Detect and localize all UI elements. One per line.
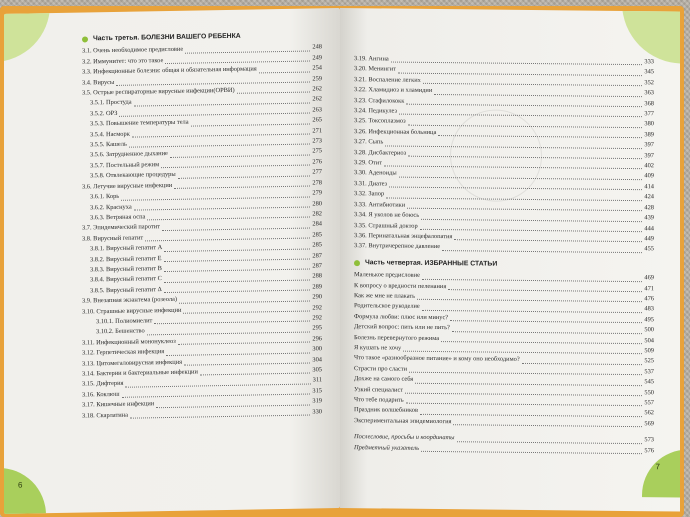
toc-entry-page: 271 [312,126,322,135]
toc-entry-page: 249 [312,54,322,62]
toc-entry-page: 311 [312,376,322,384]
toc-entry-title: 3.5. Острые респираторные вирусные инфекции(ОРВИ) [82,86,235,97]
toc-entry-title: 3.8.2. Вирусный гепатит Е [90,254,162,263]
toc-entry-page: 262 [312,85,322,93]
toc-entry-title: 3.5.1. Простуда [90,99,132,107]
toc-entry-page: 288 [312,272,322,280]
toc-entry-page: 402 [644,162,654,170]
toc-entry-title: Дохже на самого себя [354,375,414,383]
toc-entry-title: 3.8. Вирусный гепатит [82,234,144,243]
toc-entry-page: 500 [644,326,654,334]
leaf-decoration-top-left [4,8,50,62]
toc-entry-title: 3.30. Аденоиды [354,169,397,178]
toc-entry-title: 3.5.5. Кашель [90,140,127,149]
toc-entry-title: 3.1. Очень необходимое предисловие [82,46,184,55]
toc-entry-page: 368 [644,99,654,107]
toc-entry-page: 576 [644,446,654,454]
toc-entry-title: 3.4. Вирусы [82,78,115,87]
toc-entry-title: 3.8.1. Вирусный гепатит А [90,244,163,253]
toc-entry-title: 3.2. Иммунитет: что это такое [82,56,164,66]
toc-entry-title: 3.7. Эпидемический паротит [82,223,160,232]
toc-entry-title: Экспериментальная эпидемиология [354,416,452,425]
toc-entry-page: 471 [644,284,654,292]
toc-entry-page: 363 [644,89,654,97]
leader-dots [522,363,643,365]
toc-entries-right-top [354,54,654,255]
toc-entry-title: 3.10.1. Полиомиелит [96,317,153,326]
section-heading-text: Часть четвертая. ИЗБРАННЫЕ СТАТЬИ [365,258,498,268]
leader-dots [421,451,642,454]
bullet-icon [354,260,360,266]
toc-entry-title: 3.22. Хламидиоз и хламидии [354,86,433,95]
toc-entry-page: 562 [644,409,654,417]
toc-entry-page: 304 [312,355,322,364]
toc-entry-title: Послесловие, просьбы и координаты [354,433,455,442]
toc-entry-title: Узкий специалист [354,385,404,394]
toc-entry-title: 3.21. Воспаление легких [354,75,421,84]
toc-entry-title: 3.17. Кишечные инфекции [82,400,155,409]
toc-entry-title: 3.18. Скарлатина [82,411,128,420]
toc-entry-title: 3.32. Запор [354,190,385,198]
bullet-icon [82,37,88,43]
toc-entry-title: 3.14. Бактерии и бактериальные инфекции [82,368,198,378]
toc-entry-title: 3.37. Внутричерепное давление [354,242,441,251]
toc-entry-title: 3.6. Летучие вирусные инфекции [82,181,173,191]
toc-entry-page: 285 [312,241,322,249]
toc-entry-title: Я кушать не хочу [354,344,402,352]
toc-entry-title: 3.5.2. ОРЗ [90,109,118,118]
toc-entry-page: 285 [312,231,322,239]
toc-entry-page: 397 [644,151,654,159]
toc-right [354,54,654,456]
toc-entry-page: 330 [312,407,322,416]
toc-entry-page: 483 [644,305,654,313]
toc-entry-page: 409 [644,172,654,180]
toc-entry-page: 495 [644,315,654,324]
toc-entry-page: 573 [644,436,654,444]
toc-entry-page: 248 [312,43,322,51]
toc-entries-end [354,432,654,456]
toc-entry-title: 3.26. Инфекционная больница [354,127,437,136]
toc-entry-page: 305 [312,366,322,374]
toc-left [82,30,322,421]
toc-entry-title: 3.31. Диатез [354,180,388,188]
leader-dots [130,415,310,419]
toc-entry-title: 3.29. Отит [354,159,382,167]
toc-entry-title: 3.20. Менингит [354,65,396,73]
toc-entry-title: 3.35. Страшный доктор [354,221,418,230]
toc-entry-page: 292 [312,314,322,322]
toc-entry-title: Как же мне не плакать [354,292,416,300]
toc-entry-page: 287 [312,262,322,270]
toc-entry-title: 3.33. Антибиотики [354,200,406,209]
toc-entry-page: 295 [312,324,322,332]
toc-entry-title: Родительское рукоделие [354,302,420,311]
toc-entry-page: 273 [312,137,322,145]
leader-dots [237,92,311,94]
toc-entry-page: 525 [644,357,654,365]
toc-entry-title: 3.19. Ангина [354,55,389,63]
toc-entry-title: 3.27. Сыпь [354,138,384,146]
toc-entry-title: 3.6.1. Корь [90,192,120,201]
toc-entry-page: 259 [312,74,322,83]
toc-entry-title: К вопросу о вредности пеленания [354,281,447,290]
toc-entry-page: 278 [312,179,322,187]
toc-entry-title: 3.3. Инфекционные болезни: общая и обязательная информация [82,65,257,76]
toc-entry-page: 319 [312,397,322,405]
toc-entry-title: 3.23. Стафилококк [354,96,405,105]
book-spread [4,8,682,513]
toc-entry-page: 282 [312,210,322,218]
toc-entry-title: Что такое «разнообразное питание» и кому оно необходимо? [354,354,520,364]
toc-entry-page: 300 [312,345,322,353]
toc-entry-page: 284 [312,220,322,228]
toc-entry-page: 333 [644,58,654,66]
page-number-right: 7 [655,462,660,472]
toc-entry-title: Что тебе подарить [354,396,404,404]
toc-entry-title: Предметный указатель [354,443,419,452]
toc-entry-page: 469 [644,274,654,282]
toc-entry-page: 279 [312,189,322,197]
toc-entry-page: 380 [644,120,654,128]
toc-entry-title: Маленькое предисловие [354,271,420,279]
toc-entry-page: 537 [644,367,654,376]
toc-entry-page: 377 [644,110,654,118]
toc-entry-title: 3.6.3. Ветряная оспа [90,213,146,222]
toc-entries-left [82,43,322,422]
toc-entry-page: 315 [312,387,322,395]
toc-entry-page: 296 [312,335,322,343]
leaf-decoration-bottom-left [4,467,46,514]
toc-entry-title: 3.6.2. Краснуха [90,203,132,211]
toc-entry-title: Формула любви: плюс или минус? [354,312,449,321]
toc-entry-title: 3.5.4. Насморк [90,130,130,139]
toc-entry-page: 254 [312,64,322,72]
toc-entry-page: 292 [312,303,322,312]
toc-entry-page: 476 [644,295,654,303]
toc-entry-title: 3.36. Перинатальная энцефалопатия [354,232,453,241]
toc-entry-page: 277 [312,168,322,176]
toc-entry-page: 504 [644,336,654,344]
toc-entry-page: 569 [644,420,654,428]
toc-entry-title: Страсти про сласти [354,364,408,373]
toc-entry-page: 289 [312,283,322,291]
toc-entry-title: 3.24. Педикулез [354,107,397,115]
toc-entry-page: 275 [312,147,322,155]
toc-entry-title: 3.9. Внезапная экзантема (розеола) [82,296,178,305]
toc-entry-page: 345 [644,68,654,76]
toc-entry-title: 3.10. Страшные вирусные инфекции [82,306,182,316]
right-page [340,8,680,512]
page-number-left: 6 [18,480,23,490]
leaf-decoration-top-right [622,8,680,64]
section-heading-text: Часть третья. БОЛЕЗНИ ВАШЕГО РЕБЕНКА [93,32,241,43]
toc-entry-title: 3.8.4. Вирусный гепатит С [90,275,162,284]
toc-entry-page: 439 [644,214,654,222]
toc-entry-page: 262 [312,95,322,103]
toc-entry-title: Болезнь перевернутого режима [354,333,440,342]
toc-entry-title: 3.15. Дифтерия [82,380,124,388]
toc-entry-title: 3.8.3. Вирусный гепатит В [90,265,162,274]
toc-entry-page: 290 [312,293,322,301]
toc-entry-page: 550 [644,388,654,396]
toc-entry-page: 414 [644,183,654,191]
left-page [4,8,340,514]
toc-entry-page: 455 [644,245,654,253]
toc-entry-page: 397 [644,141,654,149]
toc-entry-page: 444 [644,224,654,232]
toc-entry-title: 3.25. Токсоплазмоз [354,117,406,126]
section-heading-part4 [354,258,654,272]
toc-entry-page: 509 [644,347,654,355]
toc-entry-page: 428 [644,203,654,211]
toc-entry-page: 265 [312,116,322,124]
toc-entry-title: 3.5.8. Отвлекающие процедуры [90,171,176,180]
toc-entry-page: 389 [644,131,654,139]
toc-entry-page: 424 [644,193,654,201]
toc-entry-title: 3.34. Я уколов не боюсь [354,211,420,219]
toc-entry-page: 352 [644,79,654,87]
toc-entry-page: 280 [312,199,322,207]
toc-entry-page: 545 [644,378,654,386]
toc-entry-title: 3.28. Дисбактериоз [354,148,407,157]
toc-entry-title: 3.13. Цитомегаловирусная инфекция [82,358,183,368]
toc-entries-part4 [354,270,654,429]
toc-entry-title: Праздник волшебников [354,406,418,415]
toc-entry-title: 3.12. Герпетическая инфекция [82,348,165,357]
leaf-decoration-bottom-right [642,449,680,497]
toc-entry-page: 449 [644,235,654,243]
toc-entry-title: Детский вопрос: пить или не пить? [354,323,450,332]
toc-entry-title: 3.10.2. Бешенство [96,327,145,336]
toc-entry-title: 3.5.6. Затрудненное дыхание [90,150,168,159]
toc-entry-title: 3.8.5. Вирусный гепатит Δ [90,285,162,295]
toc-entry-page: 263 [312,106,322,114]
toc-entry-page: 276 [312,158,322,166]
toc-entry-title: 3.16. Коклюш [82,390,120,399]
toc-entry-title: 3.5.3. Повышение температуры тела [90,118,189,128]
toc-entry-page: 557 [644,399,654,407]
toc-entry [354,443,654,457]
toc-entry-page: 287 [312,251,322,260]
leader-dots [259,71,311,73]
toc-entry-title: 3.11. Инфекционный мононуклеоз [82,337,176,347]
toc-entry-title: 3.5.7. Постельный режим [90,161,160,170]
